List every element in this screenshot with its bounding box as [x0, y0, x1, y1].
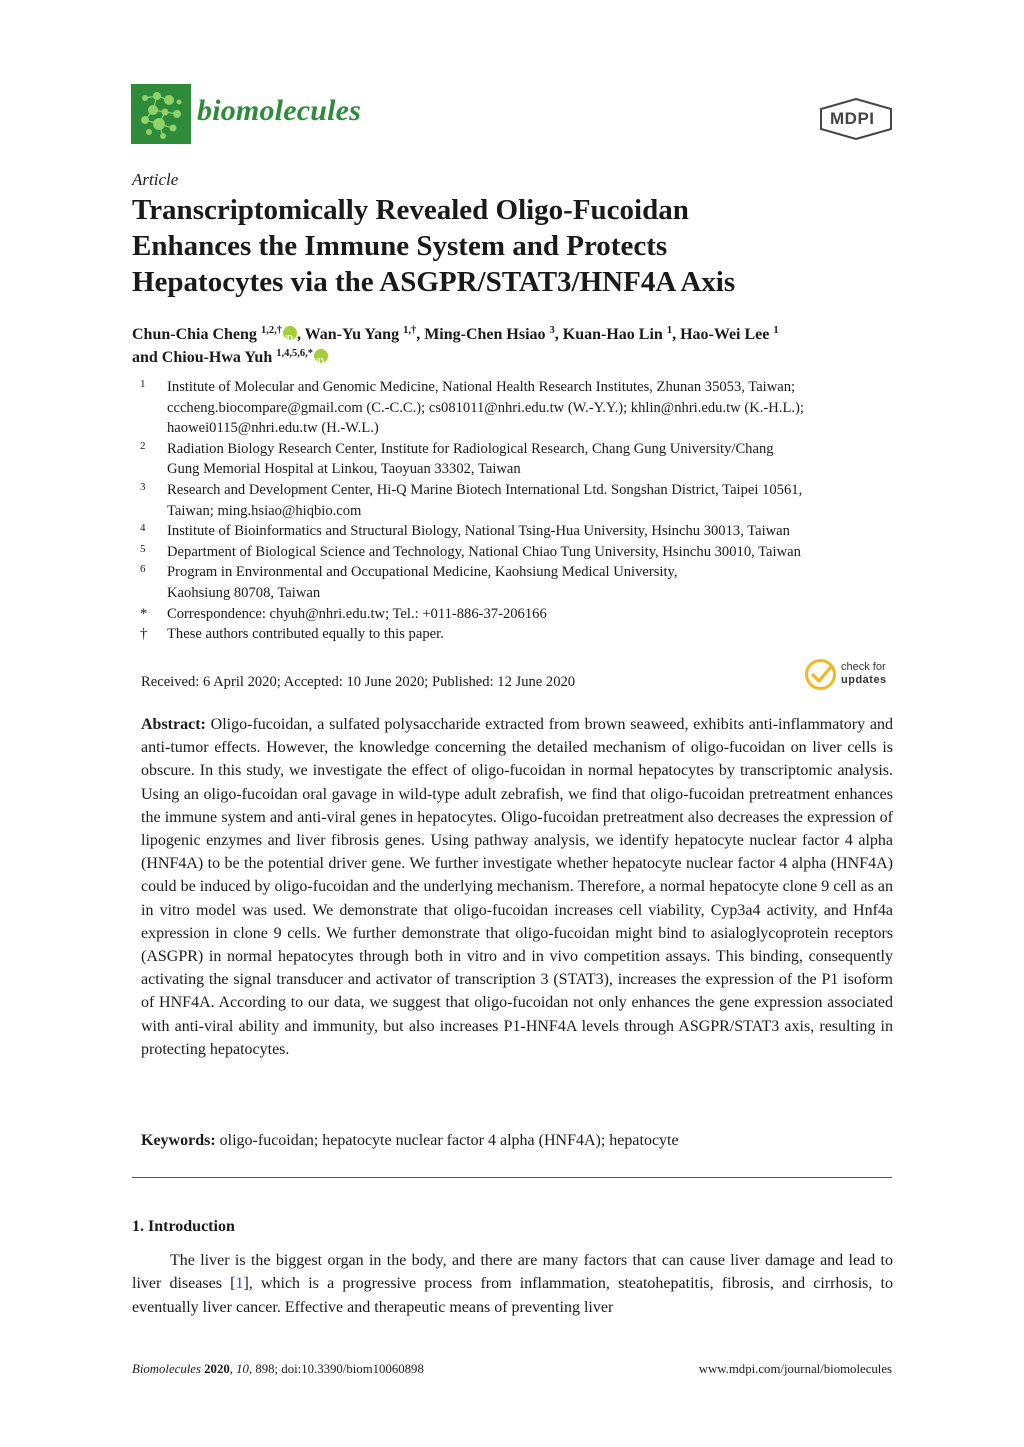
check-updates-label: updates — [841, 674, 887, 686]
check-for-updates-badge[interactable] — [805, 659, 897, 691]
paper-title — [132, 192, 902, 300]
keywords — [141, 1129, 893, 1152]
affiliations-list — [140, 377, 910, 645]
affiliation-text: Department of Biological Science and Technology, National Chiao Tung University, Hsinchu 30010, Taiwan — [167, 543, 801, 560]
author-name[interactable]: , Ming-Chen Hsiao — [416, 326, 546, 343]
section-heading: 1. Introduction — [132, 1218, 235, 1235]
affiliation-text: Taiwan; ming.hsiao@hiqbio.com — [167, 502, 362, 519]
molecule-icon — [131, 84, 191, 144]
footer-url[interactable]: www.mdpi.com/journal/biomolecules — [698, 1362, 892, 1376]
check-updates-label: check for — [841, 661, 886, 673]
author-affiliation-sup: 1 — [773, 325, 779, 336]
title-line: Transcriptomically Revealed Oligo-Fucoidan — [132, 194, 689, 226]
affiliation-text: Radiation Biology Research Center, Institute for Radiological Research, Chang Gung University/Chang — [167, 440, 774, 457]
intro-paragraph — [132, 1249, 893, 1319]
journal-name: biomolecules — [197, 94, 362, 127]
title-line: Hepatocytes via the ASGPR/STAT3/HNF4A Axis — [132, 266, 736, 298]
citation-link[interactable]: 1 — [235, 1275, 244, 1293]
footer-doi: , 898; doi:10.3390/biom10060898 — [248, 1362, 424, 1376]
publisher-name: MDPI — [830, 109, 875, 128]
correspondence-text: Correspondence: chyuh@nhri.edu.tw; Tel.: +011-886-37-206166 — [167, 605, 547, 622]
affiliation-item — [140, 480, 910, 521]
footer-year: 2020 — [204, 1362, 230, 1376]
correspondence-mark: * — [140, 605, 148, 622]
author-affiliation-sup: 1,4,5,6,* — [276, 348, 313, 359]
affiliation-text: Gung Memorial Hospital at Linkou, Taoyuan 33302, Taiwan — [167, 461, 521, 478]
author-list — [132, 323, 912, 369]
affiliation-number: 5 — [140, 542, 146, 555]
author-name[interactable]: , Kuan-Hao Lin — [554, 326, 663, 343]
correspondence-item — [140, 604, 910, 625]
intro-text: ], which is a progressive process from inflammation, steatohepatitis, fibrosis, and cirrhosis, to eventually liver cancer. Effective and therapeutic means of preventing liver — [132, 1275, 893, 1316]
author-affiliation-sup: 1,† — [403, 325, 417, 336]
affiliation-number: 6 — [140, 563, 146, 576]
author-affiliation-sup: 1 — [666, 325, 673, 336]
equal-contribution-item — [140, 624, 910, 645]
affiliation-text: Program in Environmental and Occupational Medicine, Kaohsiung Medical University, — [167, 564, 678, 581]
affiliation-item — [140, 521, 910, 542]
affiliation-number: 1 — [140, 378, 146, 390]
author-affiliation-sup: 3 — [549, 325, 555, 336]
affiliation-text: Institute of Molecular and Genomic Medicine, National Health Research Institutes, Zhunan 35053, Taiwan; — [167, 379, 796, 395]
section-divider — [132, 1177, 892, 1178]
article-type: Article — [132, 170, 179, 189]
abstract — [141, 713, 893, 1061]
affiliation-number: 4 — [140, 522, 146, 535]
author-affiliation-sup: 1,2,† — [260, 325, 282, 336]
affiliation-text: cccheng.biocompare@gmail.com (C.-C.C.); cs081011@nhri.edu.tw (W.-Y.Y.); khlin@nhri.edu.tw (K.-H.L.); — [167, 399, 804, 416]
affiliation-text: Kaohsiung 80708, Taiwan — [167, 584, 321, 601]
checkmark-icon — [805, 659, 836, 690]
title-line: Enhances the Immune System and Protects — [132, 230, 668, 262]
keywords-text: oligo-fucoidan; hepatocyte nuclear factor 4 alpha (HNF4A); hepatocyte — [219, 1132, 679, 1149]
publisher-logo — [819, 98, 893, 140]
orcid-icon[interactable] — [283, 326, 297, 340]
author-name[interactable]: and Chiou-Hwa Yuh — [132, 349, 273, 366]
abstract-text: Oligo-fucoidan, a sulfated polysaccharide extracted from brown seaweed, exhibits anti-inflammatory and anti-tumor effects. However, the knowledge concerning the detailed mechanism of oligo-fucoidan on liver cells is obscure. In this study, we investigate the effect of oligo-fucoidan in normal hepatocytes by transcriptomic analysis. Using an oligo-fucoidan oral gavage in wild-type adult zebrafish, we find that oligo-fucoidan pretreatment enhances the immune system and anti-viral genes in hepatocytes. Oligo-fucoidan pretreatment also decreases the expression of lipogenic enzymes and liver fibrosis genes. Using pathway analysis, we identify hepatocyte nuclear factor 4 alpha (HNF4A) to be the potential driver gene. We further investigate whether hepatocyte nuclear factor 4 alpha (HNF4A) could be induced by oligo-fucoidan and the underlying mechanism. Therefore, a normal hepatocyte clone 9 cell as an in vitro model was used. We demonstrate that oligo-fucoidan increases cell viability, Cyp3a4 activity, and Hnf4a expression in clone 9 cells. We further demonstrate that oligo-fucoidan might bind to asialoglycoprotein receptors (ASGPR) in normal hepatocytes through both in vitro and in vivo competition assays. This binding, consequently activating the signal transducer and activator of transcription 3 (STAT3), increases the expression of the P1 isoform of HNF4A. According to our data, we suggest that oligo-fucoidan not only enhances the gene expression associated with anti-viral ability and immunity, but also increases P1-HNF4A levels through ASGPR/STAT3 axis, resulting in protecting hepatocytes. — [141, 716, 894, 1058]
author-name[interactable]: , Hao-Wei Lee — [672, 326, 770, 343]
publication-dates: Received: 6 April 2020; Accepted: 10 June 2020; Published: 12 June 2020 — [141, 674, 576, 690]
abstract-heading: Abstract: — [141, 716, 206, 733]
affiliation-text: Institute of Bioinformatics and Structural Biology, National Tsing-Hua University, Hsinchu 30013, Taiwan — [167, 523, 790, 540]
author-name[interactable]: Chun-Chia Cheng — [132, 326, 257, 343]
orcid-icon[interactable] — [314, 349, 328, 363]
journal-logo — [131, 84, 191, 144]
affiliation-number: 2 — [140, 439, 146, 452]
affiliation-item — [140, 542, 910, 563]
affiliation-text: Research and Development Center, Hi-Q Marine Biotech International Ltd. Songshan District, Taipei 10561, — [167, 481, 803, 498]
author-name[interactable]: , Wan-Yu Yang — [296, 326, 400, 343]
intro-text: The liver is the biggest organ in the body, and there are many factors that can cause liver damage and lead to liver diseases [ — [132, 1252, 893, 1293]
footer-volume: 10 — [236, 1362, 249, 1376]
affiliation-item — [140, 439, 910, 480]
affiliation-number: 3 — [140, 480, 146, 493]
affiliation-item — [140, 377, 910, 439]
footer-journal: Biomolecules — [132, 1362, 201, 1376]
equal-contribution-mark: † — [140, 626, 148, 643]
keywords-heading: Keywords: — [141, 1132, 216, 1149]
equal-contribution-text: These authors contributed equally to this paper. — [167, 626, 444, 643]
affiliation-item — [140, 562, 910, 603]
footer-citation: Biomolecules 2020, 10, 898; doi:10.3390/biom10060898 — [132, 1362, 424, 1376]
affiliation-text: haowei0115@nhri.edu.tw (H.-W.L.) — [167, 420, 379, 437]
